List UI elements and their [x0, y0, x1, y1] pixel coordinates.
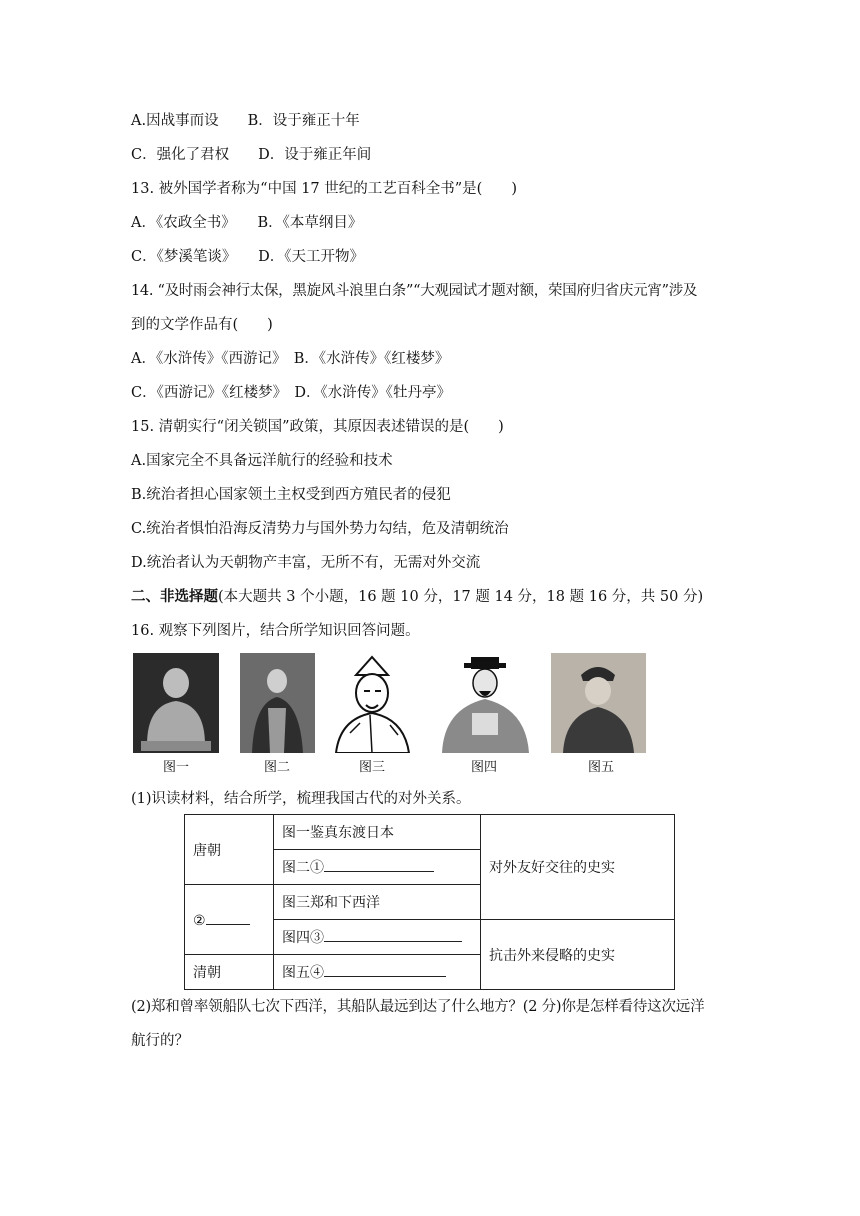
q16-sub2-line2: 航行的？: [131, 1033, 189, 1049]
q15-stem: 15. 清朝实行“闭关锁国”政策，其原因表述错误的是( ): [131, 419, 504, 435]
q12-options-ab: A.因战事而设 B．设于雍正十年: [131, 113, 360, 129]
figure-3-image: [330, 653, 415, 753]
section2-heading: [131, 587, 703, 607]
q13-options-ab: A．《农政全书》 B．《本草纲目》: [131, 215, 363, 231]
figure-2-image: [240, 653, 315, 753]
q13-stem: 13. 被外国学者称为“中国 17 世纪的工艺百科全书”是( ): [131, 181, 517, 197]
q14-stem-line2: 到的文学作品有( ): [131, 317, 273, 333]
figure-4-caption: 图四: [470, 760, 497, 775]
q12-options-cd: C．强化了君权 D．设于雍正年间: [131, 147, 372, 163]
figure-5-caption: 图五: [587, 760, 614, 775]
section2-title: 二、非选择题: [131, 588, 218, 605]
cell-tang-dynasty: 唐朝: [185, 815, 274, 885]
figure-5-image: [551, 653, 646, 753]
q13-options-cd: C．《梦溪笔谈》 D．《天工开物》: [131, 249, 364, 265]
figure-4-image: [438, 653, 533, 753]
cell-figure4-blank[interactable]: 图四③: [274, 920, 481, 955]
cell-qing-dynasty: 清朝: [185, 955, 274, 990]
q16-sub2-line1: (2)郑和曾率领船队七次下西洋，其船队最远到达了什么地方？(2 分)你是怎样看待这次远洋: [131, 999, 705, 1015]
cell-figure5-blank[interactable]: 图五④: [274, 955, 481, 990]
q14-options-ab: A．《水浒传》《西游记》 B．《水浒传》《红楼梦》: [131, 351, 450, 367]
foreign-relations-table: [184, 814, 675, 990]
q15-option-a: A.国家完全不具备远洋航行的经验和技术: [131, 453, 393, 469]
cell-jianzhen: 图一鉴真东渡日本: [274, 815, 481, 850]
q14-options-cd: C．《西游记》《红楼梦》 D．《水浒传》《牡丹亭》: [131, 385, 451, 401]
cell-dynasty-blank[interactable]: ②: [185, 885, 274, 955]
section2-note: (本大题共 3 个小题，16 题 10 分，17 题 14 分，18 题 16 分，共 50 分): [218, 589, 704, 605]
q14-stem-line1: 14. “及时雨会神行太保，黑旋风斗浪里白条”“大观园试才题对额，荣国府归省庆元宵”涉及: [131, 283, 698, 299]
cell-figure2-blank[interactable]: 图二①: [274, 850, 481, 885]
q16-stem: 16. 观察下列图片，结合所学知识回答问题。: [131, 623, 420, 639]
cell-zhenghe: 图三郑和下西洋: [274, 885, 481, 920]
figure-2-caption: 图二: [263, 760, 290, 775]
q15-option-b: B.统治者担心国家领土主权受到西方殖民者的侵犯: [131, 487, 451, 503]
q15-option-c: C.统治者惧怕沿海反清势力与国外势力勾结，危及清朝统治: [131, 521, 509, 537]
figure-1-image: [133, 653, 219, 753]
cell-friendly-exchange: 对外友好交往的史实: [481, 815, 675, 920]
cell-resist-invasion: 抗击外来侵略的史实: [481, 920, 675, 990]
figure-1-caption: 图一: [162, 760, 189, 775]
q15-option-d: D.统治者认为天朝物产丰富，无所不有，无需对外交流: [131, 555, 481, 571]
q16-sub1: (1)识读材料，结合所学，梳理我国古代的对外关系。: [131, 791, 471, 807]
figure-3-caption: 图三: [358, 760, 385, 775]
